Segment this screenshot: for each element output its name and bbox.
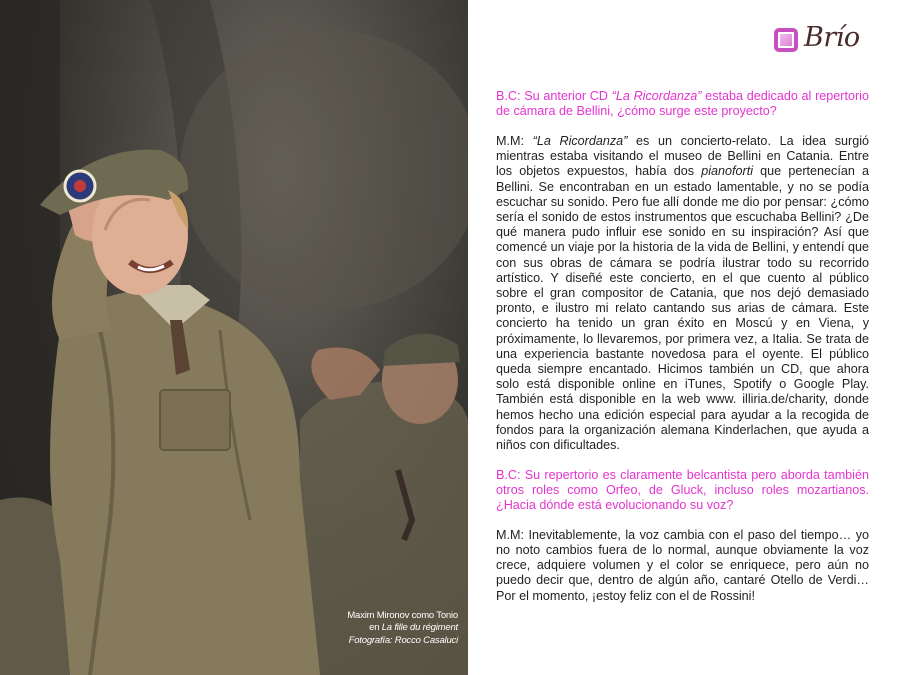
- photo-caption: [347, 610, 458, 648]
- logo-text: Brío: [804, 22, 860, 53]
- answer-2: M.M: Inevitablemente, la voz cambia con el paso del tiempo… yo no noto cambios fuera de lo normal, aunque obviamente la voz crece, adquiere volumen y el color se enriquece, pero aún no puedo decir que, dentro de algún año, cantaré Otello de Verdi… Por el momento, ¡estoy feliz con el de Rossini!: [496, 527, 869, 603]
- caption-opera-title: La fille du régiment: [381, 622, 458, 633]
- answer-1-text-part-1: es un concierto-relato. La idea surgió mientras estaba visitando el museo de Bellini en Catania. Entre los objetos expuestos, había dos: [496, 133, 869, 179]
- question-1-text: estaba dedicado al repertorio de cámara de Bellini, ¿cómo surge este proyecto?: [496, 89, 869, 119]
- question-1: [496, 89, 869, 119]
- brio-logo: [774, 20, 874, 66]
- caption-line-1: Maxim Mironov como Tonio: [347, 609, 458, 621]
- answer-1-italic-term: pianoforti: [701, 164, 754, 179]
- question-1-title: “La Ricordanza”: [611, 89, 702, 103]
- interview-article: [496, 89, 869, 618]
- answer-1-prefix: M.M:: [496, 133, 533, 148]
- answer-1-text-part-2: que pertenecían a Bellini. Se encontraban en un estado lamentable, y no se podía escuchar su sonido. Pero fue allí donde me dio por pensar: ¿cómo sería el sonido de estos instrumentos que escuchaba Bellini? ¿De qué manera pudo influir ese sonido en su inspiración? Así que comencé un viaje por la historia de la vida de Bellini, y entendí que con sus obras de cámara se podría ilustrar todo su recorrido artístico. Y diseñé este concierto, en el que cuento al público sobre el gran compositor de Catania, que nos dejó demasiado pronto, e ilustro mi relato cantando sus arias de cámara. Este concierto ha tenido un gran éxito en Moscú y en Viena, y próximamente, lo llevaremos, por primera vez, a Italia. Se trata de una experiencia bastante novedosa para el oyente. El público queda siempre encantado. Hicimos también un CD, que ahora solo está disponible online en iTunes, Spotify o Google Play. También está disponible en la web www. illiria.de/charity, donde hemos hecho una edición especial para ayudar a la recogida de fondos para la organización alemana Kinderlachen, que ayuda a niños con dificultades.: [496, 164, 870, 452]
- question-1-prefix: B.C: Su anterior CD: [496, 89, 612, 103]
- logo-square-icon: [774, 28, 798, 52]
- caption-line-2-prefix: en: [369, 622, 382, 633]
- caption-line-2: [347, 622, 458, 635]
- answer-1: [496, 134, 869, 453]
- question-2: B.C: Su repertorio es claramente belcantista pero aborda también otros roles como Orfeo, de Gluck, incluso roles mozartianos. ¿Hacia dónde está evolucionando su voz?: [496, 467, 869, 513]
- caption-line-3: Fotografía: Rocco Casaluci: [348, 634, 458, 646]
- answer-1-title: “La Ricordanza”: [532, 133, 628, 148]
